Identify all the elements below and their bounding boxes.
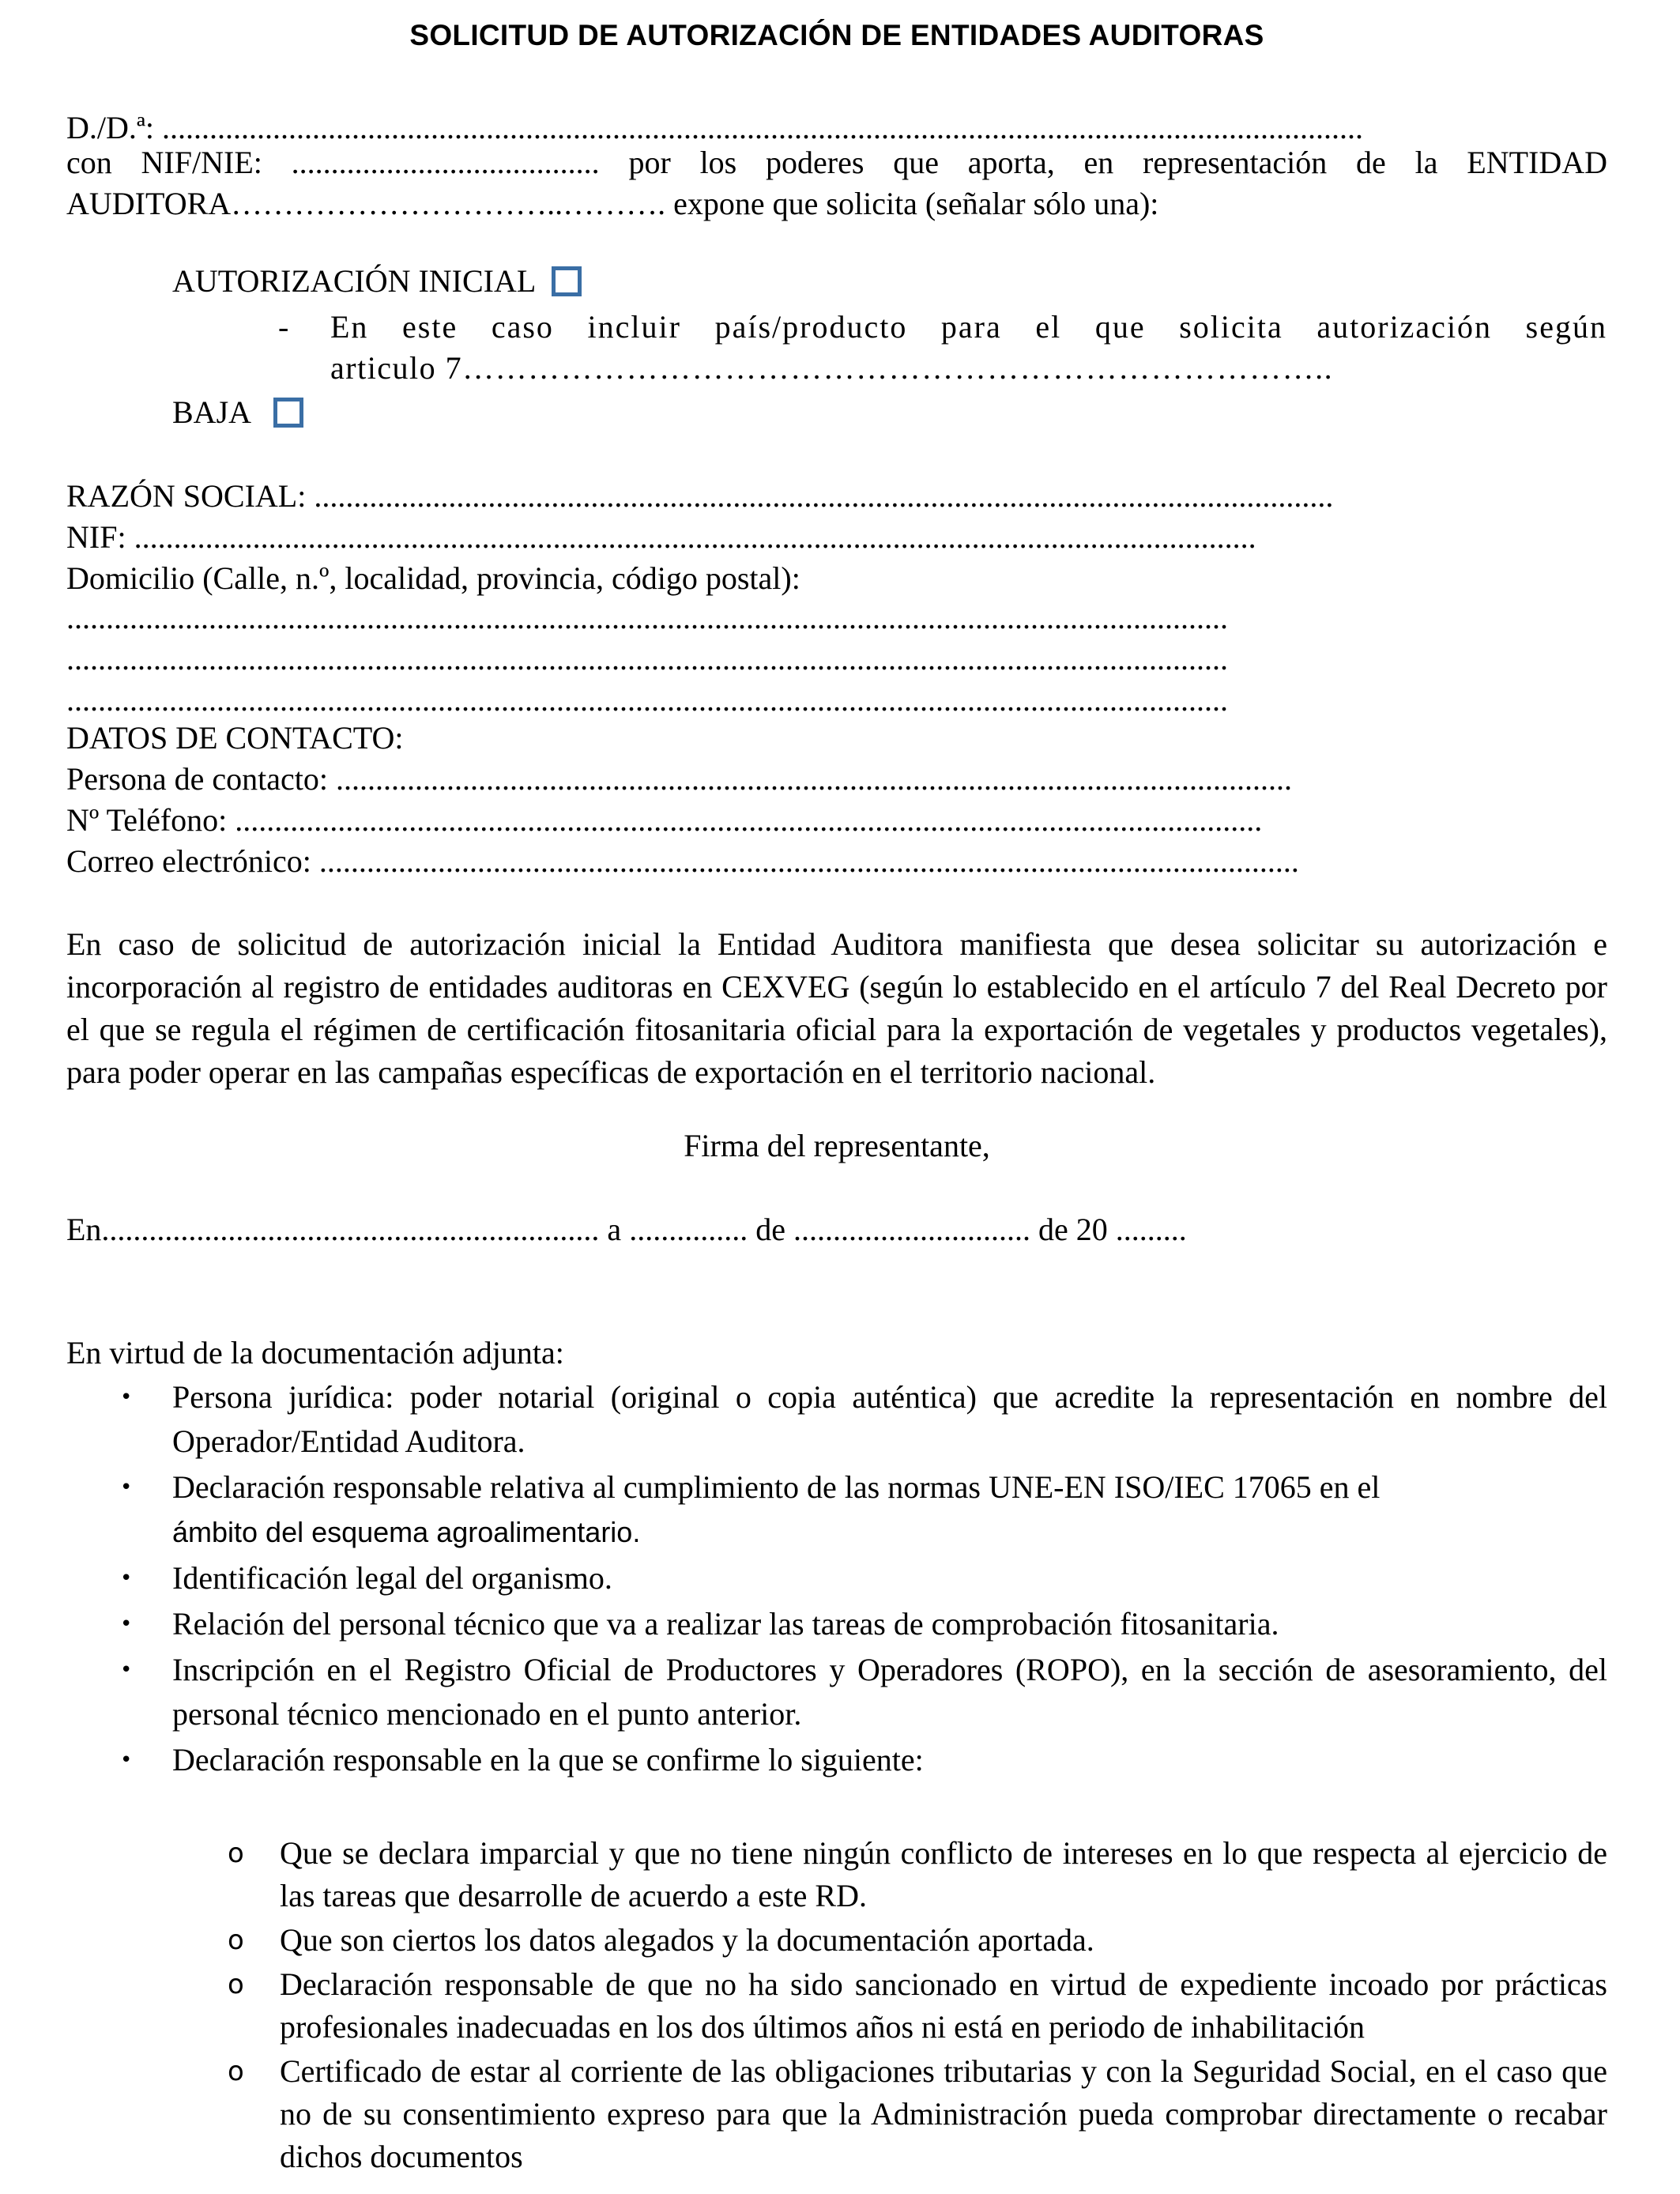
list-item-text: Declaración responsable relativa al cumplimiento de las normas UNE-EN ISO/IEC 17065 en el — [172, 1469, 1381, 1505]
circle-bullet-mark: o — [228, 1924, 244, 1956]
option-initial-note-line2: articulo 7…………………………………………………………………….. — [330, 350, 1334, 386]
circle-bullet-mark: o — [228, 1969, 244, 2000]
bullet-mark: • — [120, 1566, 133, 1590]
initial-authorization-checkbox[interactable] — [552, 266, 582, 296]
option-baja — [172, 392, 303, 433]
circle-bullet-mark: o — [228, 1838, 244, 1869]
domicilio-dots-2: ................................................................................................................................................... — [66, 641, 1228, 677]
document-page — [66, 0, 1607, 2194]
option-initial-note-line1: En este caso incluir país/producto para el que solicita autorización según — [330, 309, 1607, 345]
list-item — [66, 1465, 1607, 1510]
document-title: SOLICITUD DE AUTORIZACIÓN DE ENTIDADES AUDITORAS — [409, 19, 1264, 51]
contact-person-field: Persona de contacto: ......................................................................................................................... — [66, 761, 1292, 797]
bullet-mark: • — [120, 1748, 133, 1772]
list-item — [66, 1648, 1607, 1736]
applicant-name-line: D./D.ª: ........................................................................................................................................................ — [66, 110, 1364, 145]
list-item — [66, 2050, 1607, 2178]
list-item-text: ámbito del esquema agroalimentario. — [172, 1516, 641, 1548]
baja-checkbox[interactable] — [273, 398, 303, 428]
option-baja-label: BAJA — [172, 394, 252, 430]
list-item-text: Que se declara imparcial y que no tiene ningún conflicto de intereses en lo que respecta al ejercicio de las tareas que desarrolle de acuerdo a este RD. — [280, 1835, 1607, 1913]
option-initial-dash: - — [278, 309, 289, 345]
bullet-mark: • — [120, 1612, 133, 1636]
circle-bullet-mark: o — [228, 2056, 244, 2087]
contact-phone-field: Nº Teléfono: .................................................................................................................................. — [66, 802, 1263, 838]
domicilio-label: Domicilio (Calle, n.º, localidad, provincia, código postal): — [66, 560, 800, 596]
list-item-text: Inscripción en el Registro Oficial de Productores y Operadores (ROPO), en la sección de asesoramiento, del personal técnico mencionado en el punto anterior. — [172, 1652, 1607, 1732]
domicilio-dots-3: ................................................................................................................................................... — [66, 682, 1228, 718]
list-item — [66, 1602, 1607, 1646]
list-item-text: Que son ciertos los datos alegados y la documentación aportada. — [280, 1922, 1094, 1958]
list-item-text: Declaración responsable de que no ha sido sancionado en virtud de expediente incoado por prácticas profesionales inadecuadas en los dos últimos años ni está en periodo de inhabilitación — [280, 1966, 1607, 2045]
list-item-text: Persona jurídica: poder notarial (original o copia auténtica) que acredite la representación en nombre del Operador/Entidad Auditora. — [172, 1379, 1607, 1459]
list-item — [66, 1963, 1607, 2049]
declaration-sublist — [66, 1832, 1607, 2180]
signature-date-line: En............................................................... a ............... de .............................. de 20 ......... — [66, 1212, 1187, 1247]
nif-field: NIF: .............................................................................................................................................. — [66, 519, 1256, 555]
list-item — [66, 1919, 1607, 1962]
option-initial-label: AUTORIZACIÓN INICIAL — [172, 263, 537, 299]
list-item-text: Declaración responsable en la que se confirme lo siguiente: — [172, 1742, 924, 1777]
contact-email-field: Correo electrónico: ............................................................................................................................ — [66, 843, 1299, 879]
contact-heading: DATOS DE CONTACTO: — [66, 720, 404, 756]
domicilio-dots-1: ................................................................................................................................................... — [66, 600, 1228, 635]
list-item-continuation — [66, 1510, 1607, 1555]
declaration-paragraph: En caso de solicitud de autorización inicial la Entidad Auditora manifiesta que desea solicitar su autorización e incorporación al registro de entidades auditoras en CEXVEG (según lo establecido en el artículo 7 del Real Decreto por el que se regula el régimen de certificación fitosanitaria oficial para la exportación de vegetales y productos vegetales), para poder operar en las campañas específicas de exportación en el territorio nacional. — [66, 926, 1607, 1090]
bullet-mark: • — [120, 1658, 133, 1682]
list-item-text: Identificación legal del organismo. — [172, 1560, 612, 1596]
bullet-mark: • — [120, 1385, 133, 1409]
razon-social-field: RAZÓN SOCIAL: ................................................................................................................................. — [66, 478, 1334, 514]
list-item-text: Certificado de estar al corriente de las obligaciones tributarias y con la Seguridad Social, en el caso que no de su consentimiento expreso para que la Administración pueda comprobar directamente o recabar dichos documentos — [280, 2053, 1607, 2174]
list-item — [66, 1738, 1607, 1782]
list-item — [66, 1556, 1607, 1600]
option-autorizacion-inicial — [172, 261, 582, 302]
list-item-text: Relación del personal técnico que va a realizar las tareas de comprobación fitosanitaria. — [172, 1606, 1279, 1642]
documentation-list — [66, 1375, 1607, 1784]
signature-label: Firma del representante, — [684, 1128, 990, 1163]
list-item — [66, 1832, 1607, 1917]
documentation-intro: En virtud de la documentación adjunta: — [66, 1335, 564, 1370]
entity-auditora-line: AUDITORA…………………………..………. expone que solicita (señalar sólo una): — [66, 186, 1159, 221]
applicant-nif-line: con NIF/NIE: ....................................... por los poderes que aporta, en representación de la ENTIDAD — [66, 145, 1607, 180]
bullet-mark: • — [120, 1476, 133, 1499]
list-item — [66, 1375, 1607, 1464]
